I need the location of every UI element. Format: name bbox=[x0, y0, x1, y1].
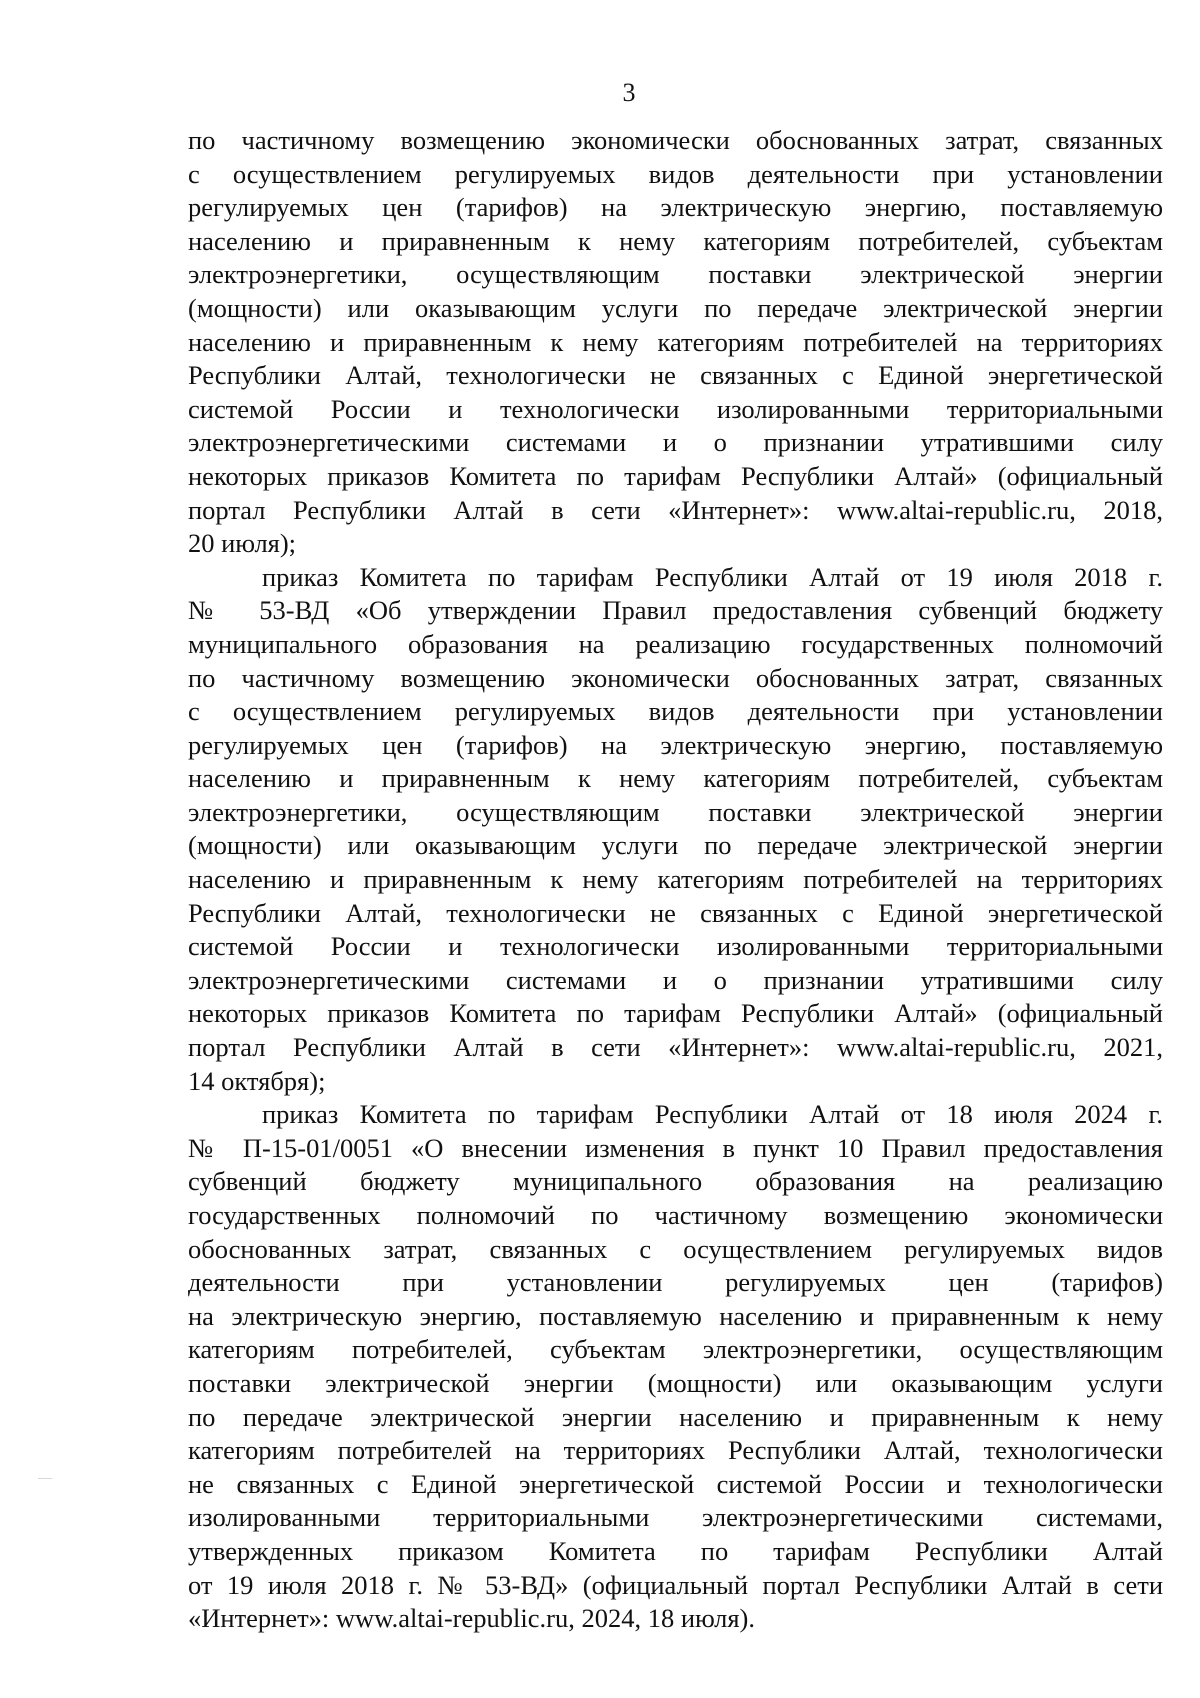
text-line: Республики Алтай, технологически не связанных с Единой энергетической bbox=[188, 897, 1163, 928]
text-line: (мощности) или оказывающим услуги по передаче электрической энергии bbox=[188, 292, 1163, 323]
text-line: № 53-ВД «Об утверждении Правил предоставления субвенций бюджету bbox=[188, 595, 1163, 626]
text-line: электроэнергетики, осуществляющим поставки электрической энергии bbox=[188, 259, 1163, 290]
text-line: категориям потребителей на территориях Республики Алтай, технологически bbox=[188, 1435, 1163, 1466]
text-line: субвенций бюджету муниципального образования на реализацию bbox=[188, 1166, 1163, 1197]
text-line: на электрическую энергию, поставляемую населению и приравненным к нему bbox=[188, 1300, 1163, 1331]
text-line: регулируемых цен (тарифов) на электрическую энергию, поставляемую bbox=[188, 192, 1163, 223]
text-line: населению и приравненным к нему категориям потребителей, субъектам bbox=[188, 225, 1163, 256]
text-line: системой России и технологически изолированными территориальными bbox=[188, 931, 1163, 962]
text-line: электроэнергетическими системами и о признании утратившими силу bbox=[188, 964, 1163, 995]
text-line: государственных полномочий по частичному возмещению экономически bbox=[188, 1200, 1163, 1230]
text-line: категориям потребителей, субъектам электроэнергетики, осуществляющим bbox=[188, 1334, 1163, 1365]
text-line: электроэнергетическими системами и о признании утратившими силу bbox=[188, 427, 1163, 458]
text-line: с осуществлением регулируемых видов деятельности при установлении bbox=[188, 158, 1163, 189]
text-line: системой России и технологически изолированными территориальными bbox=[188, 393, 1163, 424]
text-line: по частичному возмещению экономически обоснованных затрат, связанных bbox=[188, 125, 1163, 155]
text-line: населению и приравненным к нему категориям потребителей на территориях bbox=[188, 326, 1163, 357]
text-line: от 19 июля 2018 г. № 53-ВД» (официальный портал Республики Алтай в сети bbox=[188, 1569, 1163, 1600]
text-line: населению и приравненным к нему категориям потребителей, субъектам bbox=[188, 763, 1163, 794]
text-line: поставки электрической энергии (мощности) или оказывающим услуги bbox=[188, 1367, 1163, 1398]
text-line: Республики Алтай, технологически не связанных с Единой энергетической bbox=[188, 360, 1163, 391]
text-line: портал Республики Алтай в сети «Интернет»: www.altai-republic.ru, 2021, bbox=[188, 1032, 1163, 1063]
document-body bbox=[188, 124, 1163, 1636]
text-line: 20 июля); bbox=[188, 528, 297, 559]
text-line: приказ Комитета по тарифам Республики Алтай от 18 июля 2024 г. bbox=[262, 1099, 1163, 1130]
text-line: обоснованных затрат, связанных с осуществлением регулируемых видов bbox=[188, 1233, 1163, 1264]
text-line: электроэнергетики, осуществляющим поставки электрической энергии bbox=[188, 796, 1163, 827]
text-line: 14 октября); bbox=[188, 1065, 326, 1096]
paragraph-1 bbox=[188, 124, 1163, 561]
text-line: некоторых приказов Комитета по тарифам Республики Алтай» (официальный bbox=[188, 460, 1163, 491]
text-line: муниципального образования на реализацию государственных полномочий bbox=[188, 628, 1163, 659]
text-line: изолированными территориальными электроэнергетическими системами, bbox=[188, 1502, 1163, 1533]
text-line: деятельности при установлении регулируемых цен (тарифов) bbox=[188, 1267, 1163, 1298]
text-line: «Интернет»: www.altai-republic.ru, 2024, 18 июля). bbox=[188, 1603, 756, 1634]
text-line: с осуществлением регулируемых видов деятельности при установлении bbox=[188, 696, 1163, 727]
text-line: портал Республики Алтай в сети «Интернет»: www.altai-republic.ru, 2018, bbox=[188, 494, 1163, 525]
paragraph-2 bbox=[188, 561, 1163, 1099]
paragraph-3 bbox=[188, 1098, 1163, 1636]
text-line: (мощности) или оказывающим услуги по передаче электрической энергии bbox=[188, 830, 1163, 861]
text-line: некоторых приказов Комитета по тарифам Республики Алтай» (официальный bbox=[188, 998, 1163, 1029]
scan-artifact-mark bbox=[38, 1478, 52, 1479]
text-line: регулируемых цен (тарифов) на электрическую энергию, поставляемую bbox=[188, 729, 1163, 760]
page-number: 3 bbox=[622, 78, 636, 107]
text-line: населению и приравненным к нему категориям потребителей на территориях bbox=[188, 864, 1163, 895]
text-line: № П-15-01/0051 «О внесении изменения в пункт 10 Правил предоставления bbox=[188, 1132, 1163, 1163]
text-line: по передаче электрической энергии населению и приравненным к нему bbox=[188, 1401, 1163, 1432]
text-line: утвержденных приказом Комитета по тарифам Республики Алтай bbox=[188, 1535, 1163, 1566]
text-line: не связанных с Единой энергетической системой России и технологически bbox=[188, 1468, 1163, 1499]
text-line: по частичному возмещению экономически обоснованных затрат, связанных bbox=[188, 662, 1163, 693]
text-line: приказ Комитета по тарифам Республики Алтай от 19 июля 2018 г. bbox=[262, 561, 1163, 592]
